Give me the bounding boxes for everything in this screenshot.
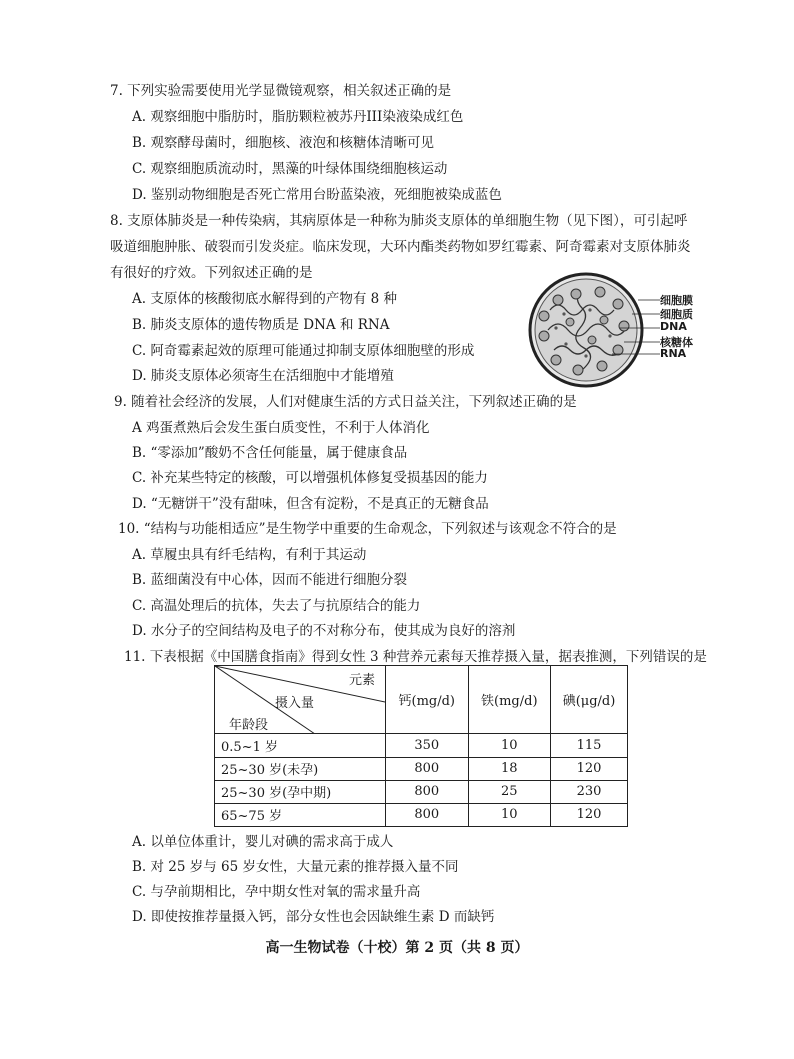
table-row — [215, 780, 628, 803]
q8-option-d: D. 肺炎支原体必须寄生在活细胞中才能增殖 — [132, 368, 394, 384]
q8-stem-line-2: 吸道细胞肿胀、破裂而引发炎症。临床发现，大环内酯类药物如罗红霉素、阿奇霉素对支原体肺炎 — [110, 239, 691, 255]
diag-label-intake: 摄入量 — [275, 696, 315, 711]
calcium-cell: 800 — [386, 757, 469, 780]
label-cell-membrane: 细胞膜 — [660, 294, 693, 307]
q10-option-b: B. 蓝细菌没有中心体，因而不能进行细胞分裂 — [132, 572, 408, 588]
diag-label-age: 年龄段 — [229, 718, 269, 733]
iodine-cell: 230 — [551, 780, 628, 803]
age-cell: 0.5~1 岁 — [215, 734, 386, 757]
column-header-iodine: 碘(μg/d) — [551, 666, 628, 734]
age-cell: 25~30 岁(孕中期) — [215, 780, 386, 803]
iron-cell: 10 — [468, 803, 551, 826]
q8-stem-line-1: 8. 支原体肺炎是一种传染病，其病原体是一种称为肺炎支原体的单细胞生物（见下图），可引起呼 — [110, 213, 688, 229]
label-ribosome: 核糖体 — [660, 336, 693, 349]
label-dna: DNA — [660, 320, 687, 333]
q7-option-a: A. 观察细胞中脂肪时，脂肪颗粒被苏丹III染液染成红色 — [132, 109, 464, 125]
q8-option-a: A. 支原体的核酸彻底水解得到的产物有 8 种 — [132, 291, 398, 307]
mycoplasma-cell-illustration — [520, 270, 660, 390]
age-cell: 25~30 岁(未孕) — [215, 757, 386, 780]
page-footer: 高一生物试卷（十校）第 2 页（共 8 页） — [265, 940, 529, 956]
q9-option-d: D. “无糖饼干”没有甜味，但含有淀粉，不是真正的无糖食品 — [132, 496, 489, 512]
iodine-cell: 120 — [551, 803, 628, 826]
q8-stem-line-3: 有很好的疗效。下列叙述正确的是 — [110, 265, 313, 281]
q10-option-c: C. 高温处理后的抗体，失去了与抗原结合的能力 — [132, 598, 421, 614]
q11-option-a: A. 以单位体重计，婴儿对碘的需求高于成人 — [132, 834, 394, 850]
q7-stem: 7. 下列实验需要使用光学显微镜观察，相关叙述正确的是 — [110, 83, 452, 99]
q7-option-b: B. 观察酵母菌时，细胞核、液泡和核糖体清晰可见 — [132, 135, 435, 151]
q11-stem: 11. 下表根据《中国膳食指南》得到女性 3 种营养元素每天推荐摄入量，据表推测，下列错误的是 — [124, 649, 707, 665]
iodine-cell: 115 — [551, 734, 628, 757]
column-header-calcium: 钙(mg/d) — [386, 666, 469, 734]
label-cytoplasm: 细胞质 — [660, 308, 693, 321]
q9-stem: 9. 随着社会经济的发展，人们对健康生活的方式日益关注，下列叙述正确的是 — [114, 394, 577, 410]
q10-option-a: A. 草履虫具有纤毛结构，有利于其运动 — [132, 547, 367, 563]
q7-option-d: D. 鉴别动物细胞是否死亡常用台盼蓝染液，死细胞被染成蓝色 — [132, 187, 502, 203]
q9-option-a: A 鸡蛋煮熟后会发生蛋白质变性，不利于人体消化 — [132, 420, 430, 436]
table-header-row — [215, 666, 628, 734]
diag-label-element: 元素 — [348, 673, 375, 688]
calcium-cell: 800 — [386, 803, 469, 826]
q11-option-c: C. 与孕前期相比，孕中期女性对氧的需求量升高 — [132, 884, 421, 900]
iron-cell: 10 — [468, 734, 551, 757]
iodine-cell: 120 — [551, 757, 628, 780]
q8-option-b: B. 肺炎支原体的遗传物质是 DNA 和 RNA — [132, 317, 390, 333]
label-rna: RNA — [660, 347, 687, 360]
iron-cell: 25 — [468, 780, 551, 803]
table-row — [215, 757, 628, 780]
column-header-iron: 铁(mg/d) — [468, 666, 551, 734]
q11-option-b: B. 对 25 岁与 65 岁女性，大量元素的推荐摄入量不同 — [132, 859, 459, 875]
age-cell: 65~75 岁 — [215, 803, 386, 826]
q9-option-c: C. 补充某些特定的核酸，可以增强机体修复受损基因的能力 — [132, 470, 488, 486]
table-row — [215, 734, 628, 757]
table-row — [215, 803, 628, 826]
iron-cell: 18 — [468, 757, 551, 780]
q10-stem: 10. “结构与功能相适应”是生物学中重要的生命观念，下列叙述与该观念不符合的是 — [118, 521, 617, 537]
mycoplasma-figure — [520, 270, 708, 390]
q7-option-c: C. 观察细胞质流动时，黑藻的叶绿体围绕细胞核运动 — [132, 161, 448, 177]
diagonal-header-cell — [215, 666, 386, 734]
q8-option-c: C. 阿奇霉素起效的原理可能通过抑制支原体细胞壁的形成 — [132, 343, 475, 359]
calcium-cell: 800 — [386, 780, 469, 803]
nutrient-intake-table — [214, 665, 628, 827]
calcium-cell: 350 — [386, 734, 469, 757]
q11-option-d: D. 即使按推荐量摄入钙，部分女性也会因缺维生素 D 而缺钙 — [132, 909, 495, 925]
q10-option-d: D. 水分子的空间结构及电子的不对称分布，使其成为良好的溶剂 — [132, 623, 516, 639]
q9-option-b: B. “零添加”酸奶不含任何能量，属于健康食品 — [132, 445, 408, 461]
